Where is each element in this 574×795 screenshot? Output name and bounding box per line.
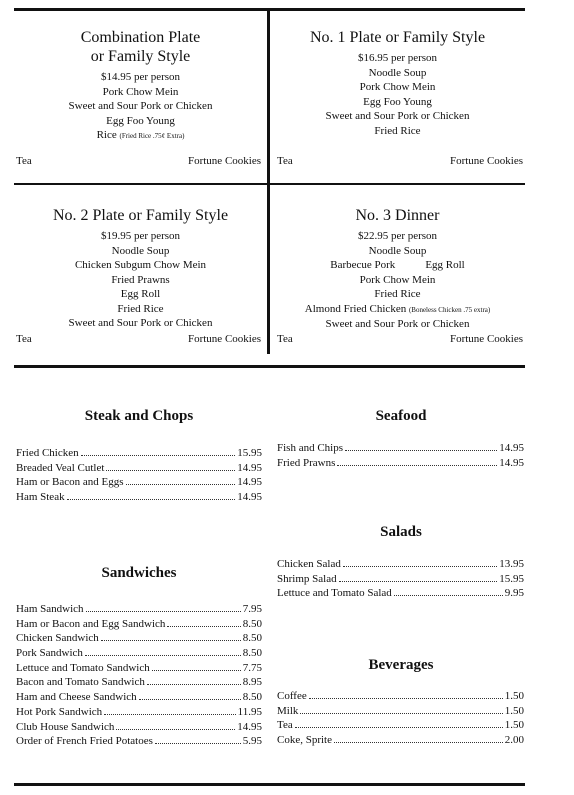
menu-line: Noodle Soup: [368, 66, 427, 79]
menu-line: Sweet and Sour Pork or Chicken: [325, 318, 470, 330]
tea-label: Tea: [16, 155, 32, 167]
menu-line: Fried Prawns: [111, 273, 170, 286]
menu-item: Lettuce and Tomato Sandwich 7.75: [16, 661, 262, 674]
salads-list: [277, 557, 524, 601]
menu-item: Tea 1.50: [277, 719, 524, 732]
almond-chicken-line: Almond Fried Chicken (Boneless Chicken .75 extra): [304, 302, 491, 315]
no3-dinner-box: [270, 206, 525, 332]
salads-title: Salads: [380, 524, 422, 540]
menu-line-pair: Barbecue Pork Egg Roll: [330, 259, 465, 271]
steak-and-chops-title: Steak and Chops: [84, 408, 194, 424]
no1-plate-box: [270, 28, 525, 138]
menu-item: Order of French Fried Potatoes 5.95: [16, 735, 262, 748]
rice-note: (Fried Rice .75¢ Extra): [119, 132, 185, 140]
menu-item: Club House Sandwich 14.95: [16, 720, 262, 733]
menu-item: Shrimp Salad 15.95: [277, 572, 524, 585]
box-title: No. 2 Plate or Family Style: [52, 207, 229, 224]
menu-line: Noodle Soup: [111, 244, 170, 257]
menu-line: Pork Chow Mein: [359, 273, 436, 286]
menu-item: Ham or Bacon and Egg Sandwich 8.50: [16, 617, 262, 630]
price-line: $14.95 per person: [100, 71, 181, 83]
menu-item: Fried Prawns 14.95: [277, 456, 524, 469]
menu-item: Lettuce and Tomato Salad 9.95: [277, 587, 524, 600]
menu-item: Pork Sandwich 8.50: [16, 647, 262, 660]
no2-plate-box: [14, 206, 267, 331]
menu-line: Chicken Subgum Chow Mein: [74, 259, 207, 271]
menu-line: Fried Rice: [374, 124, 421, 137]
seafood-title: Seafood: [375, 408, 427, 424]
menu-line: Sweet and Sour Pork or Chicken: [68, 100, 213, 112]
fortune-cookies-label: Fortune Cookies: [449, 333, 523, 345]
menu-item: Coffee 1.50: [277, 690, 524, 702]
tea-label: Tea: [16, 333, 32, 345]
box-title: No. 1 Plate or Family Style: [309, 29, 486, 46]
sandwiches-list: [16, 602, 262, 749]
menu-item: Hot Pork Sandwich 11.95: [16, 705, 262, 718]
beverages-title: Beverages: [368, 657, 434, 673]
menu-line: Fried Rice: [374, 288, 421, 300]
menu-item: Coke, Sprite 2.00: [277, 734, 524, 747]
boxes-bottom-border: [14, 365, 525, 368]
price-line: $16.95 per person: [357, 52, 438, 64]
menu-line: Fried Rice: [117, 302, 164, 315]
almond-note: (Boneless Chicken .75 extra): [408, 305, 491, 314]
tea-label: Tea: [277, 155, 293, 167]
tea-label: Tea: [277, 333, 293, 345]
sandwiches-title: Sandwiches: [101, 565, 177, 581]
fortune-cookies-label: Fortune Cookies: [449, 155, 523, 167]
menu-item: Ham or Bacon and Eggs 14.95: [16, 476, 262, 489]
menu-line: Sweet and Sour Pork or Chicken: [68, 317, 213, 329]
page-bottom-border: [14, 783, 525, 786]
combination-plate-box: [14, 28, 267, 144]
beverages-list: [277, 689, 524, 748]
seafood-list: [277, 441, 524, 470]
menu-line: Egg Foo Young: [106, 114, 175, 127]
fortune-cookies-label: Fortune Cookies: [187, 333, 261, 345]
menu-line: Sweet and Sour Pork or Chicken: [325, 110, 470, 122]
menu-item: Fried Chicken 15.95: [16, 447, 262, 459]
menu-item: Bacon and Tomato Sandwich 8.95: [16, 676, 262, 689]
rice-line: Rice (Fried Rice .75¢ Extra): [96, 129, 185, 141]
box-title: No. 3 Dinner: [355, 207, 440, 224]
menu-item: Ham and Cheese Sandwich 8.50: [16, 691, 262, 704]
fortune-cookies-label: Fortune Cookies: [187, 155, 261, 167]
price-line: $19.95 per person: [100, 230, 181, 242]
menu-item: Milk 1.50: [277, 704, 524, 717]
menu-item: Chicken Salad 13.95: [277, 558, 524, 570]
price-line: $22.95 per person: [357, 230, 438, 242]
menu-item: Breaded Veal Cutlet 14.95: [16, 461, 262, 474]
steak-list: [16, 446, 262, 505]
menu-line: Pork Chow Mein: [102, 85, 179, 98]
menu-line: Noodle Soup: [368, 244, 427, 257]
menu-line: Pork Chow Mein: [359, 81, 436, 93]
box-title: Combination Plate or Family Style: [80, 29, 201, 65]
menu-item: Ham Steak 14.95: [16, 491, 262, 504]
menu-item: Fish and Chips 14.95: [277, 442, 524, 454]
menu-line: Egg Roll: [120, 288, 161, 300]
menu-line: Egg Foo Young: [363, 95, 432, 108]
menu-item: Chicken Sandwich 8.50: [16, 632, 262, 645]
menu-item: Ham Sandwich 7.95: [16, 603, 262, 615]
